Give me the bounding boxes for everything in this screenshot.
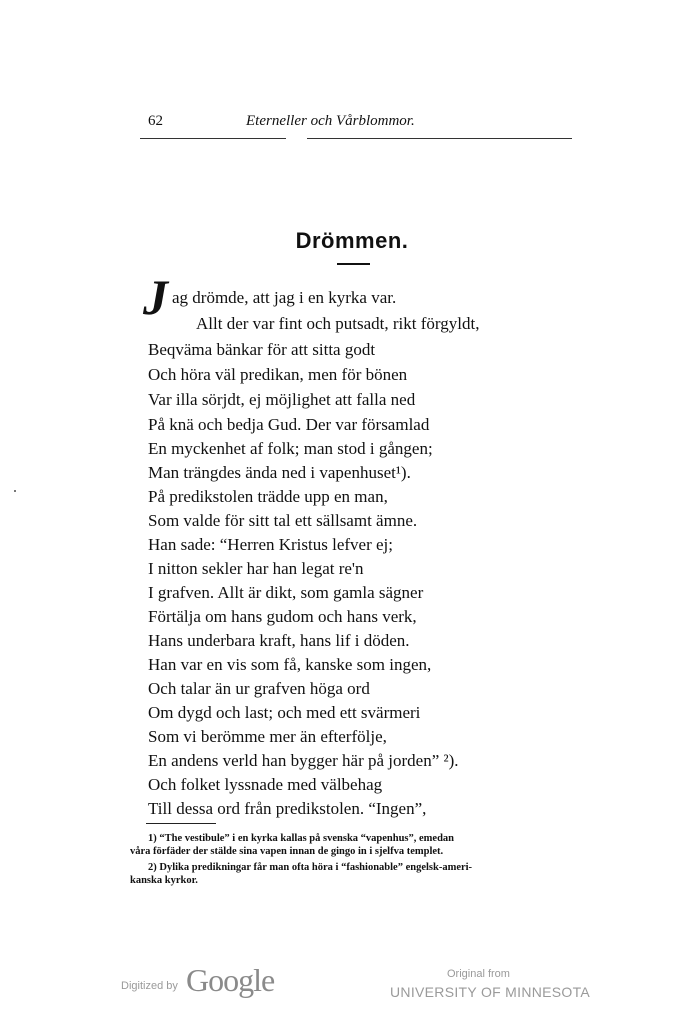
verse-line-18: Om dygd och last; och med ett svärmeri: [148, 703, 421, 722]
google-logo: Google: [186, 962, 275, 998]
footnote-rule: [146, 823, 216, 824]
institution-name: UNIVERSITY OF MINNESOTA: [390, 984, 591, 1000]
footnote-2-line-2: kanska kyrkor.: [130, 875, 198, 886]
verse-line-19: Som vi berömme mer än efterfölje,: [148, 727, 387, 746]
verse-line-14: Förtälja om hans gudom och hans verk,: [148, 607, 417, 626]
verse-line-2: Allt der var fint och putsadt, rikt förgyldt,: [196, 314, 480, 333]
verse-line-15: Hans underbara kraft, hans lif i döden.: [148, 631, 410, 650]
verse-line-10: Som valde för sitt tal ett sällsamt ämne.: [148, 511, 418, 530]
verse-line-21: Och folket lyssnade med välbehag: [148, 775, 383, 794]
title-rule: [337, 263, 370, 265]
verse-line-6: På knä och bedja Gud. Der var församlad: [148, 415, 430, 434]
verse-line-1: ag drömde, att jag i en kyrka var.: [172, 288, 397, 307]
verse-line-7: En myckenhet af folk; man stod i gången;: [148, 439, 433, 458]
header-rule-left: [140, 138, 286, 139]
page-number: 62: [148, 113, 163, 129]
verse-line-11: Han sade: “Herren Kristus lefver ej;: [148, 535, 393, 554]
original-from-label: Original from: [447, 968, 510, 980]
footnote-1-line-2: våra förfäder der stälde sina vapen innan de gingo in i sjelfva templet.: [130, 846, 444, 857]
poem-title: Drömmen.: [295, 228, 409, 253]
footnote-2-line-1: 2) Dylika predikningar får man ofta höra i “fashionable” engelsk-ameri-: [148, 862, 473, 873]
running-head: [140, 113, 575, 135]
verse-line-8: Man trängdes ända ned i vapenhuset¹).: [148, 463, 411, 482]
verse-line-3: Beqväma bänkar för att sitta godt: [148, 340, 376, 359]
footnote-1-line-1: 1) “The vestibule” i en kyrka kallas på svenska “vapenhus”, emedan: [148, 833, 455, 844]
header-rule-right: [307, 138, 572, 139]
verse-line-9: På predikstolen trädde upp en man,: [148, 487, 388, 506]
running-title: Eterneller och Vårblommor.: [246, 113, 415, 129]
verse-line-16: Han var en vis som få, kanske som ingen,: [148, 655, 432, 674]
paper-speck: [14, 490, 16, 492]
drop-cap: J: [143, 269, 168, 325]
verse-line-17: Och talar än ur grafven höga ord: [148, 679, 370, 698]
verse-line-5: Var illa sörjdt, ej möjlighet att falla ned: [148, 390, 416, 409]
verse-line-20: En andens verld han bygger här på jorden” ²).: [148, 751, 459, 770]
verse-line-4: Och höra väl predikan, men för bönen: [148, 365, 408, 384]
verse-line-12: I nitton sekler har han legat re'n: [148, 559, 364, 578]
verse-line-22: Till dessa ord från predikstolen. “Ingen”,: [148, 799, 427, 818]
digitized-by-label: Digitized by: [121, 980, 178, 992]
verse-line-13: I grafven. Allt är dikt, som gamla sägner: [148, 583, 424, 602]
